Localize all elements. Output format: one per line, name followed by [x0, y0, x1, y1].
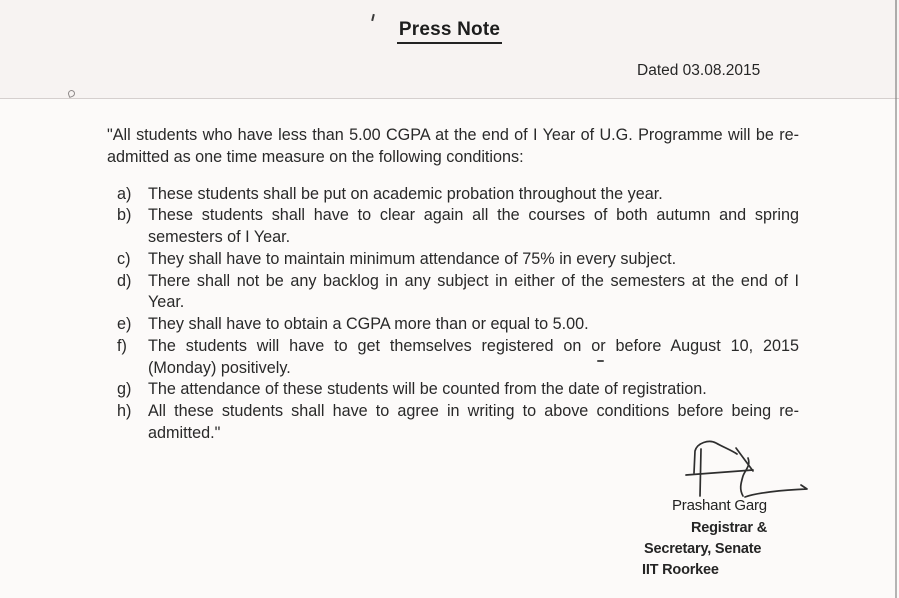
- condition-text: The attendance of these students will be counted from the date of registration.: [148, 380, 707, 399]
- scan-tint-band: [0, 0, 899, 98]
- condition-item: [107, 379, 799, 401]
- body-text-block: [107, 125, 799, 445]
- signature-scribble: [676, 439, 812, 501]
- condition-marker: b): [117, 206, 132, 225]
- condition-marker: a): [117, 184, 132, 203]
- signature-role-registrar: Registrar &: [691, 520, 767, 536]
- title-row: [0, 19, 899, 44]
- condition-marker: c): [117, 249, 131, 268]
- condition-item: [107, 184, 799, 206]
- condition-text: All these students shall have to agree in writing to above conditions before being re-admitted.": [148, 402, 799, 442]
- condition-text: There shall not be any backlog in any subject in either of the semesters at the end of I Year.: [148, 271, 799, 312]
- condition-marker: g): [117, 380, 132, 399]
- condition-text: They shall have to maintain minimum attendance of 75% in every subject.: [148, 249, 677, 268]
- condition-item: [107, 205, 799, 249]
- condition-text: These students shall have to clear again all the courses of both autumn and spring semesters of I Year.: [148, 206, 799, 246]
- intro-paragraph: "All students who have less than 5.00 CGPA at the end of I Year of U.G. Programme will be re-admitted as one time measure on the following conditions:: [107, 126, 799, 166]
- condition-marker: h): [117, 402, 132, 420]
- signature-org: IIT Roorkee: [642, 562, 719, 578]
- condition-item: [107, 401, 799, 445]
- condition-item: [107, 336, 799, 380]
- scan-edge-line: [895, 0, 897, 598]
- condition-item: [107, 249, 799, 271]
- condition-text: The students will have to get themselves registered on or before August 10, 2015 (Monday) positively.: [148, 336, 799, 377]
- condition-marker: e): [117, 315, 132, 333]
- condition-text: They shall have to obtain a CGPA more than or equal to 5.00.: [148, 315, 589, 333]
- condition-text: These students shall be put on academic probation throughout the year.: [148, 184, 663, 203]
- condition-marker: f): [117, 336, 127, 355]
- scan-crease-line: [0, 98, 899, 99]
- date-line: Dated 03.08.2015: [637, 62, 761, 79]
- page-title: Press Note: [397, 19, 502, 44]
- signature-role-secretary: Secretary, Senate: [644, 541, 762, 557]
- signature-name: Prashant Garg: [672, 497, 767, 514]
- condition-item: [107, 314, 799, 336]
- condition-item: [107, 271, 799, 315]
- condition-marker: d): [117, 271, 132, 290]
